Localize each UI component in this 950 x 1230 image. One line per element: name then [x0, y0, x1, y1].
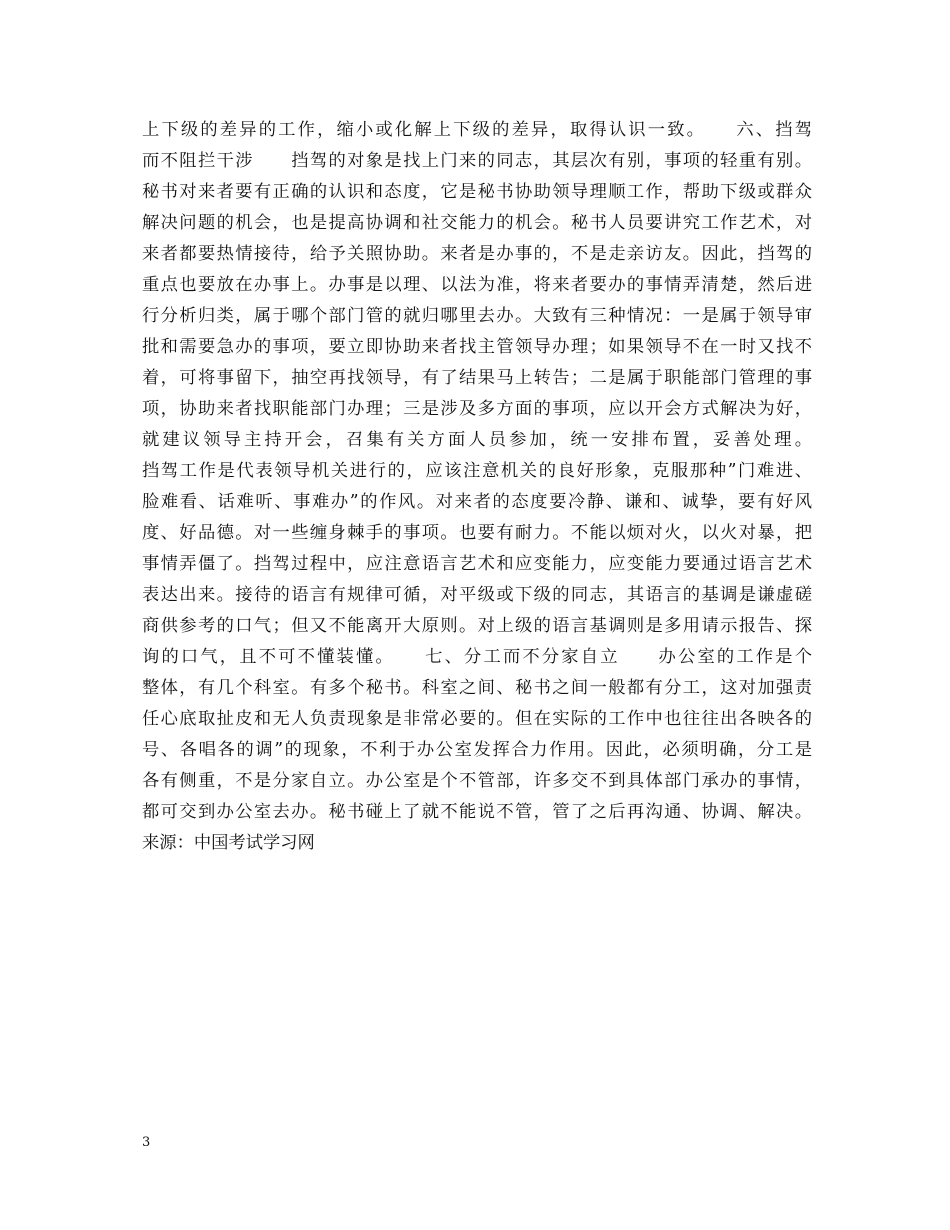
page-number: 3	[142, 1135, 151, 1150]
text-line: 都可交到办公室去办。秘书碰上了就不能说不管，管了之后再沟通、协调、解决。	[142, 802, 812, 822]
text-line: 重点也要放在办事上。办事是以理、以法为准，将来者要办的事情弄清楚，然后进	[142, 275, 812, 295]
text-line: 批和需要急办的事项，要立即协助来者找主管领导办理；如果领导不在一时又找不	[142, 337, 812, 357]
text-line: 上下级的差异的工作，缩小或化解上下级的差异，取得认识一致。 六、挡驾	[142, 120, 812, 140]
text-line: 度、好品德。对一些缠身棘手的事项。也要有耐力。不能以烦对火，以火对暴，把	[142, 523, 812, 543]
text-line: 挡驾工作是代表领导机关进行的，应该注意机关的良好形象，克服那种”门难进、	[142, 461, 812, 481]
text-line: 着，可将事留下，抽空再找领导，有了结果马上转告；二是属于职能部门管理的事	[142, 368, 812, 388]
text-line: 来者都要热情接待，给予关照协助。来者是办事的，不是走亲访友。因此，挡驾的	[142, 244, 812, 264]
text-line: 商供参考的口气；但又不能离开大原则。对上级的语言基调则是多用请示报告、探	[142, 616, 812, 636]
text-line: 项，协助来者找职能部门办理；三是涉及多方面的事项，应以开会方式解决为好，	[142, 399, 812, 419]
text-line: 号、各唱各的调”的现象，不利于办公室发挥合力作用。因此，必须明确，分工是	[142, 740, 812, 760]
text-line: 询的口气，且不可不懂装懂。 七、分工而不分家自立 办公室的工作是个	[142, 647, 812, 667]
text-line: 行分析归类，属于哪个部门管的就归哪里去办。大致有三种情况：一是属于领导审	[142, 306, 812, 326]
text-line: 而不阻拦干涉 挡驾的对象是找上门来的同志，其层次有别，事项的轻重有别。	[142, 151, 812, 171]
text-line: 表达出来。接待的语言有规律可循，对平级或下级的同志，其语言的基调是谦虚磋	[142, 585, 812, 605]
text-line: 事情弄僵了。挡驾过程中，应注意语言艺术和应变能力，应变能力要通过语言艺术	[142, 554, 812, 574]
text-line: 秘书对来者要有正确的认识和态度，它是秘书协助领导理顺工作，帮助下级或群众	[142, 182, 812, 202]
text-line: 各有侧重，不是分家自立。办公室是个不管部，许多交不到具体部门承办的事情，	[142, 771, 812, 791]
body-text	[142, 115, 812, 859]
text-line: 就建议领导主持开会，召集有关方面人员参加，统一安排布置，妥善处理。	[142, 430, 812, 450]
source-line: 来源：中国考试学习网	[142, 833, 315, 853]
text-line: 整体，有几个科室。有多个秘书。科室之间、秘书之间一般都有分工，这对加强责	[142, 678, 812, 698]
text-line: 解决问题的机会，也是提高协调和社交能力的机会。秘书人员要讲究工作艺术，对	[142, 213, 812, 233]
text-line: 脸难看、话难听、事难办”的作风。对来者的态度要冷静、谦和、诚挚，要有好风	[142, 492, 812, 512]
text-line: 任心底取扯皮和无人负责现象是非常必要的。但在实际的工作中也往往出各映各的	[142, 709, 812, 729]
